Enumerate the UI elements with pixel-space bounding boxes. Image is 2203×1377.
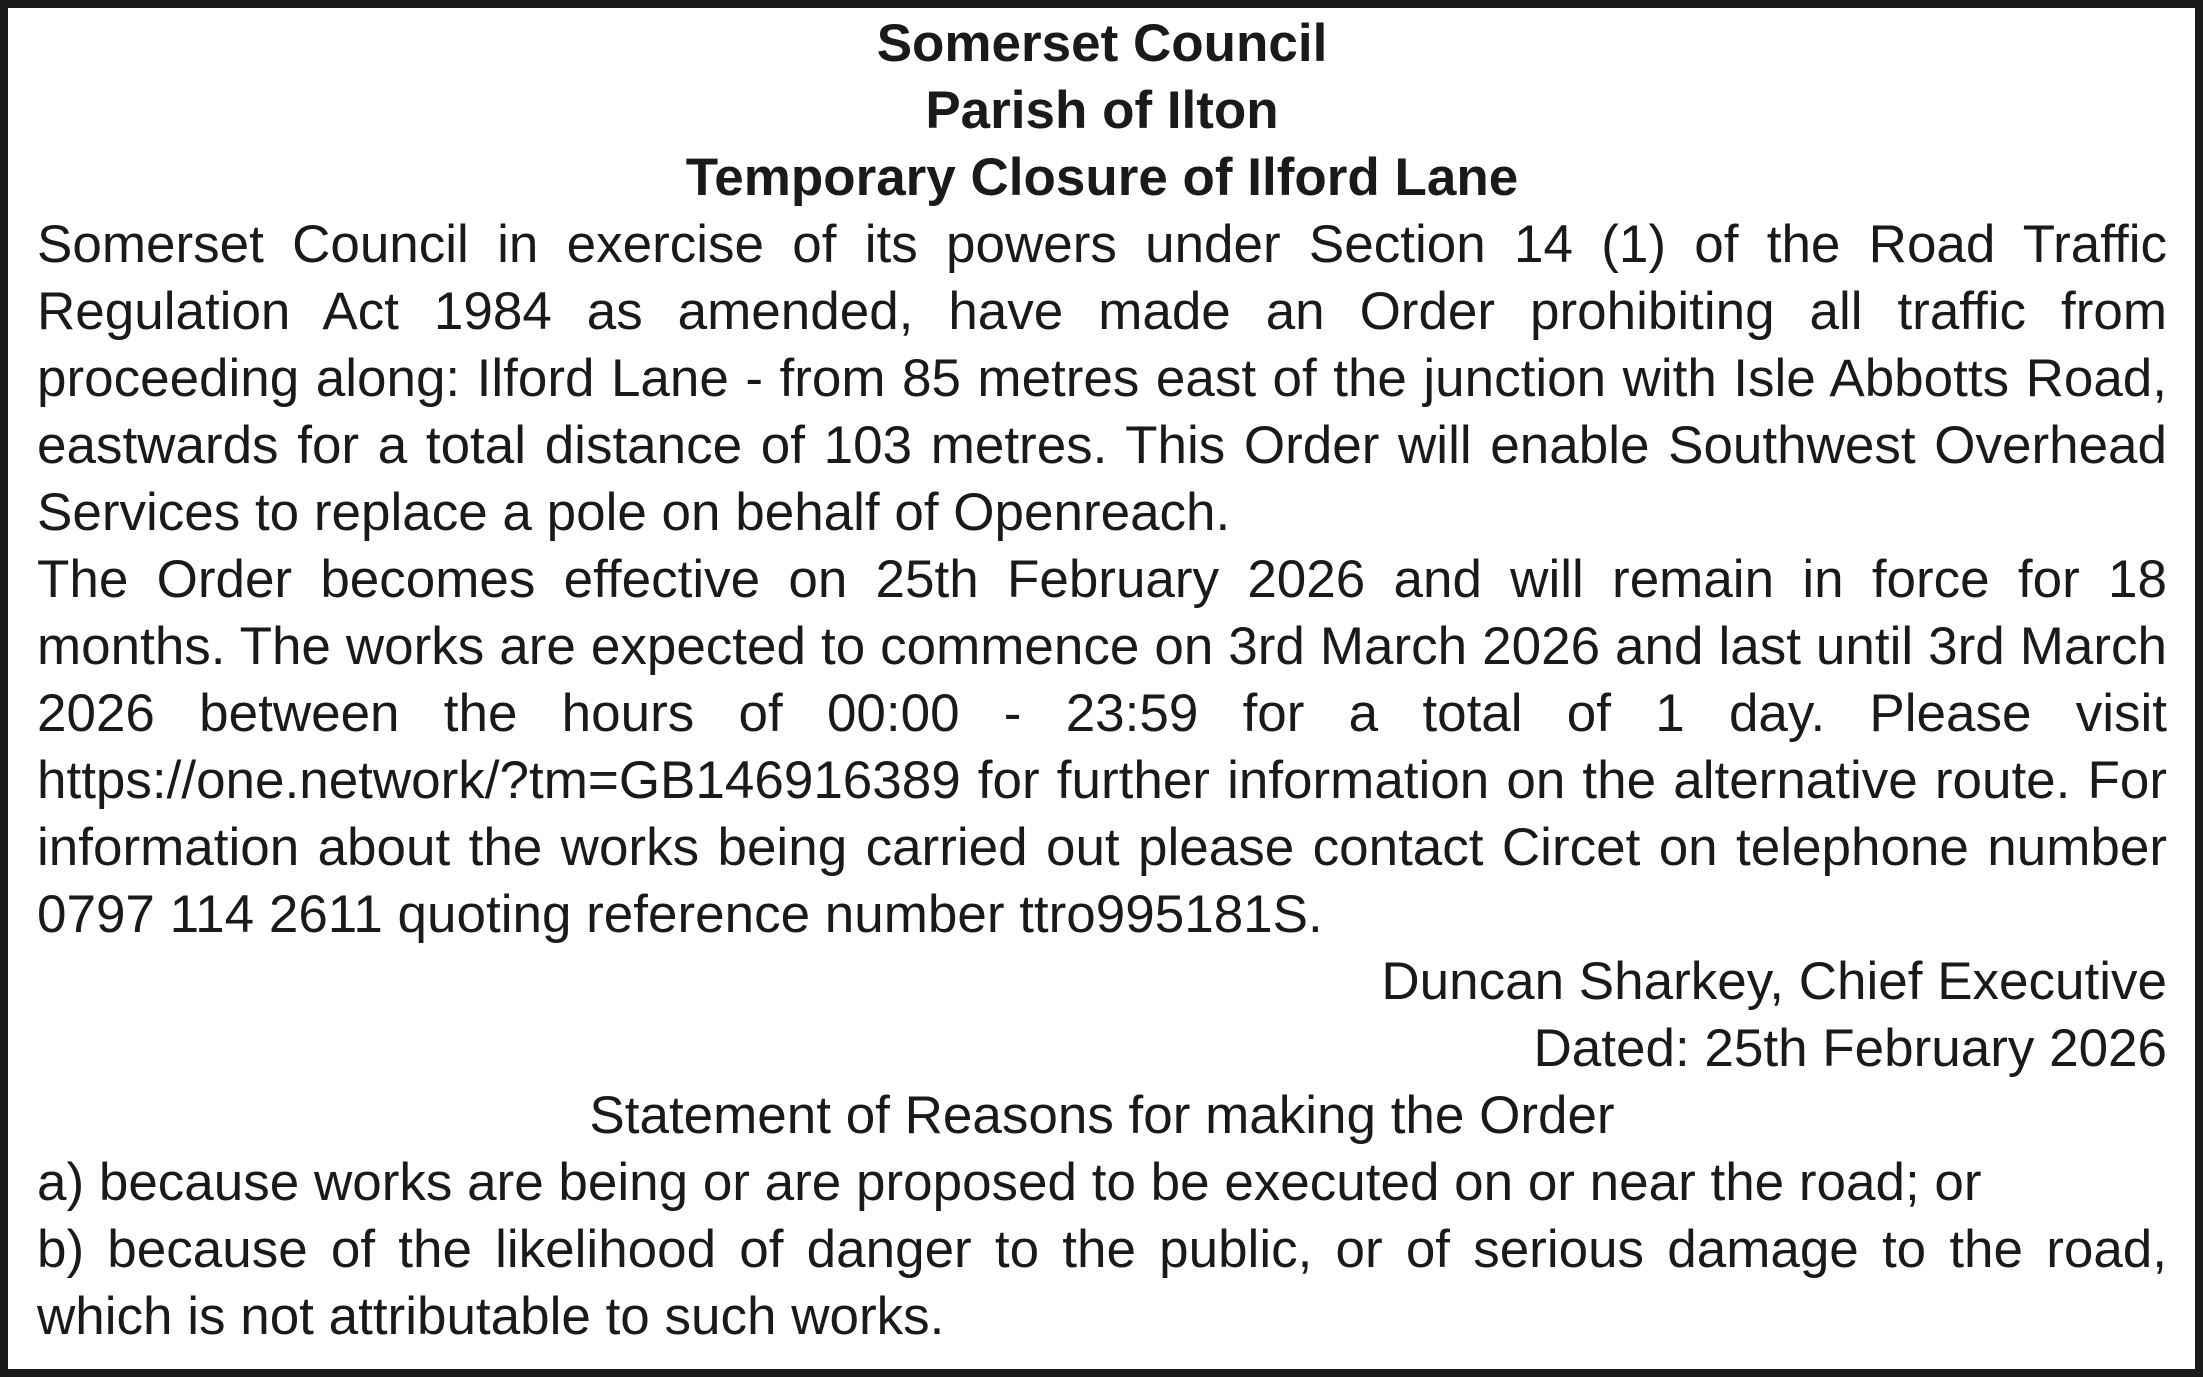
reason-a: a) because works are being or are proposed to be executed on or near the road; or (37, 1153, 1982, 1212)
reason-b: b) because of the likelihood of danger to the public, or of serious damage to the road, which is not attributable to such works. (37, 1220, 2167, 1346)
order-paragraph: Somerset Council in exercise of its powers under Section 14 (1) of the Road Traffic Regulation Act 1984 as amended, have made an Order prohibiting all traffic from proceeding along: Ilford Lane - from 85 metres east of the junction with Isle Abbotts Road, eastwards for a total distance of 103 metres. This Order will enable Southwest Overhead Services to replace a pole on behalf of Openreach. (37, 215, 2167, 542)
reasons-heading: Statement of Reasons for making the Order (589, 1086, 1615, 1145)
authority-heading: Somerset Council (876, 14, 1328, 73)
date-line: Dated: 25th February 2026 (1533, 1019, 2167, 1078)
parish-heading: Parish of Ilton (925, 81, 1279, 140)
signatory: Duncan Sharkey, Chief Executive (1381, 952, 2167, 1011)
schedule-paragraph: The Order becomes effective on 25th February 2026 and will remain in force for 18 months. The works are expected to commence on 3rd March 2026 and last until 3rd March 2026 between the hours of 00:00 - 23:59 for a total of 1 day. Please visit https://one.network/?tm=GB146916389 for further information on the alternative route. For information about the works being carried out please contact Circet on telephone number 0797 114 2611 quoting reference number ttro995181S. (37, 550, 2167, 944)
notice-title: Temporary Closure of Ilford Lane (685, 148, 1519, 207)
